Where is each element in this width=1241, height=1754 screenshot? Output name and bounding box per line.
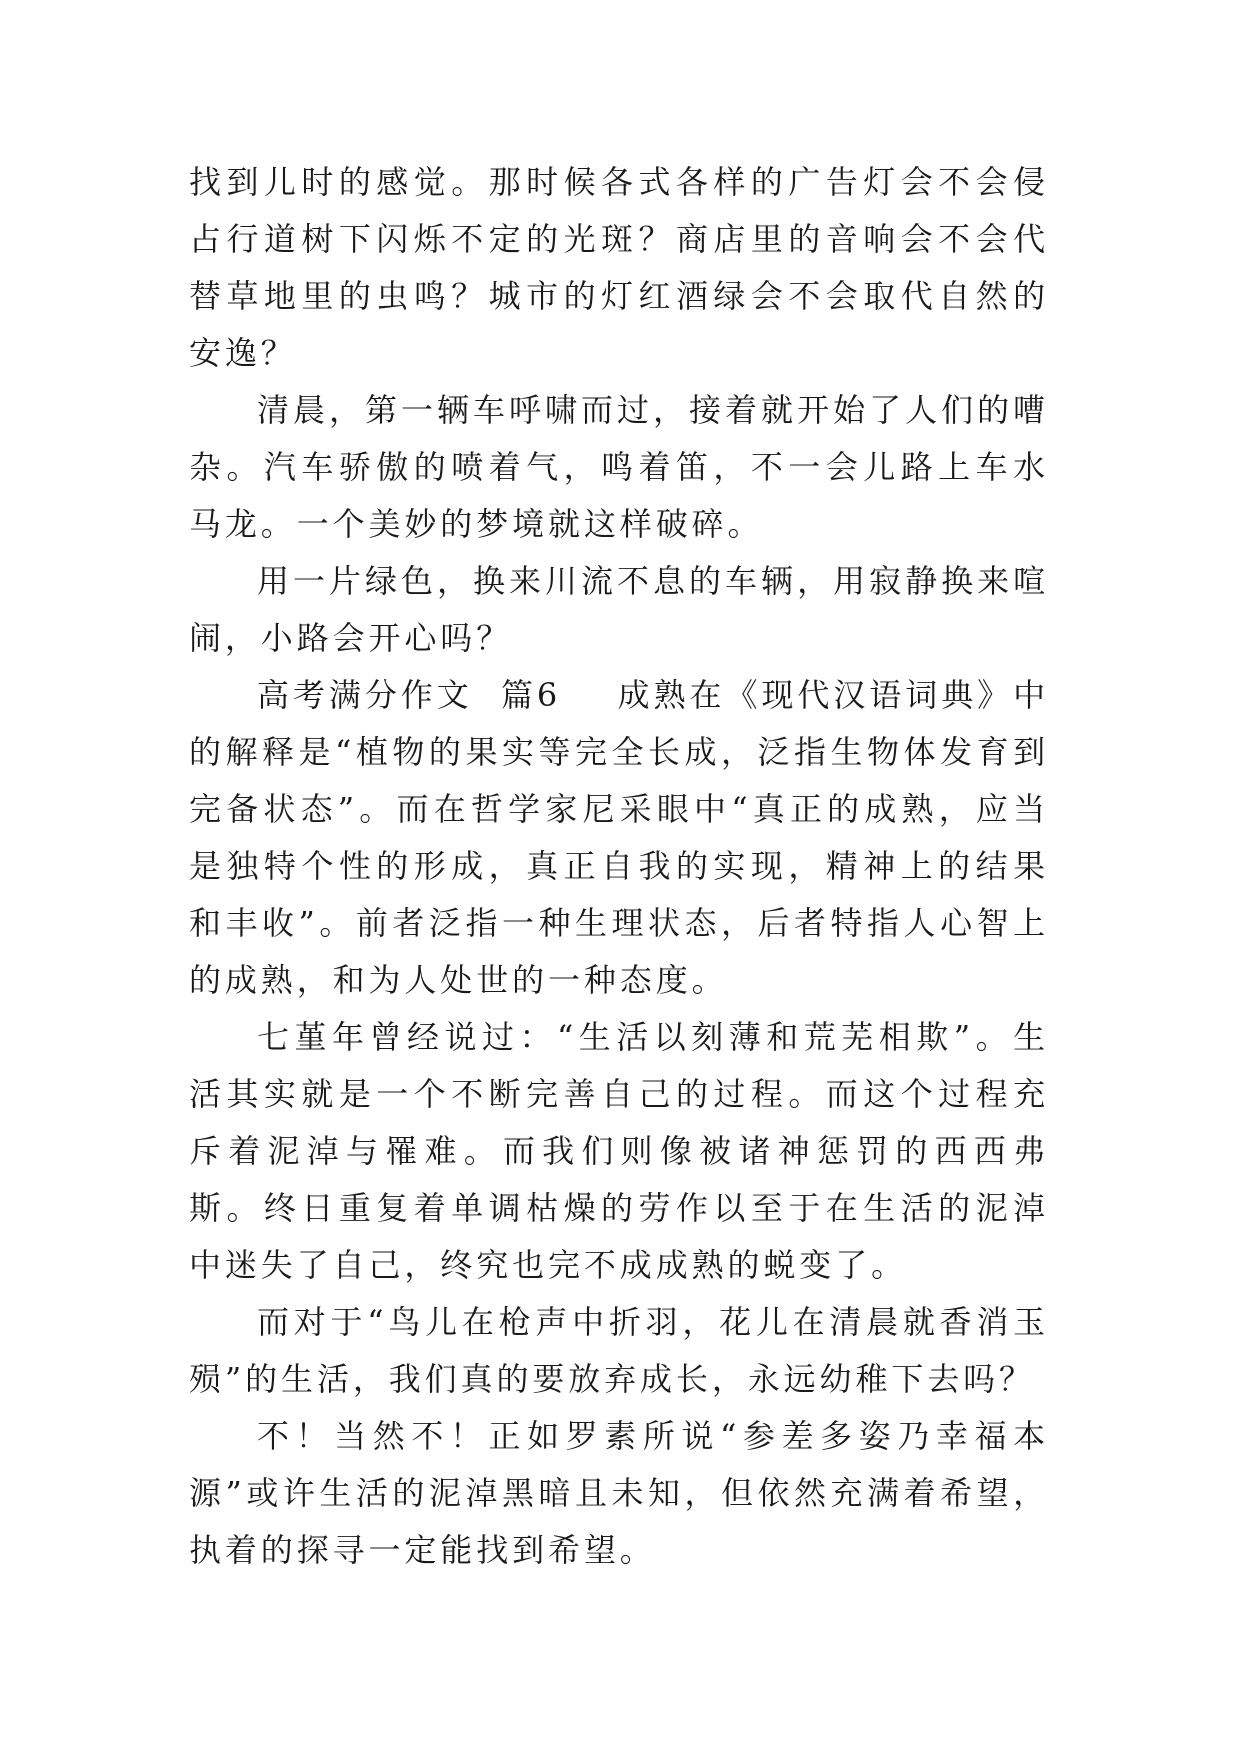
paragraph-4: 高考满分作文 篇6 成熟在《现代汉语词典》中的解释是“植物的果实等完全长成，泛指生物体发育到完备状态”。而在哲学家尼采眼中“真正的成熟，应当是独特个性的形成，真正自我的实现，精神上的结果和丰收”。前者泛指一种生理状态，后者特指人心智上的成熟，和为人处世的一种态度。 xyxy=(189,676,1049,999)
paragraph-7: 不！当然不！正如罗素所说“参差多姿乃幸福本源”或许生活的泥淖黑暗且未知，但依然充满着希望，执着的探寻一定能找到希望。 xyxy=(189,1417,1049,1569)
paragraph-2: 清晨，第一辆车呼啸而过，接着就开始了人们的嘈杂。汽车骄傲的喷着气，鸣着笛，不一会儿路上车水马龙。一个美妙的梦境就这样破碎。 xyxy=(189,391,1049,543)
paragraph-3: 用一片绿色，换来川流不息的车辆，用寂静换来喧闹，小路会开心吗？ xyxy=(189,562,1049,657)
paragraph-1: 找到儿时的感觉。那时候各式各样的广告灯会不会侵占行道树下闪烁不定的光斑？商店里的音响会不会代替草地里的虫鸣？城市的灯红酒绿会不会取代自然的安逸？ xyxy=(189,163,1049,372)
paragraph-6: 而对于“鸟儿在枪声中折羽，花儿在清晨就香消玉殒”的生活，我们真的要放弃成长，永远幼稚下去吗？ xyxy=(189,1303,1049,1398)
paragraph-5: 七堇年曾经说过：“生活以刻薄和荒芜相欺”。生活其实就是一个不断完善自己的过程。而这个过程充斥着泥淖与罹难。而我们则像被诸神惩罚的西西弗斯。终日重复着单调枯燥的劳作以至于在生活的泥淖中迷失了自己，终究也完不成成熟的蜕变了。 xyxy=(189,1018,1049,1284)
document-body xyxy=(189,154,1049,1579)
